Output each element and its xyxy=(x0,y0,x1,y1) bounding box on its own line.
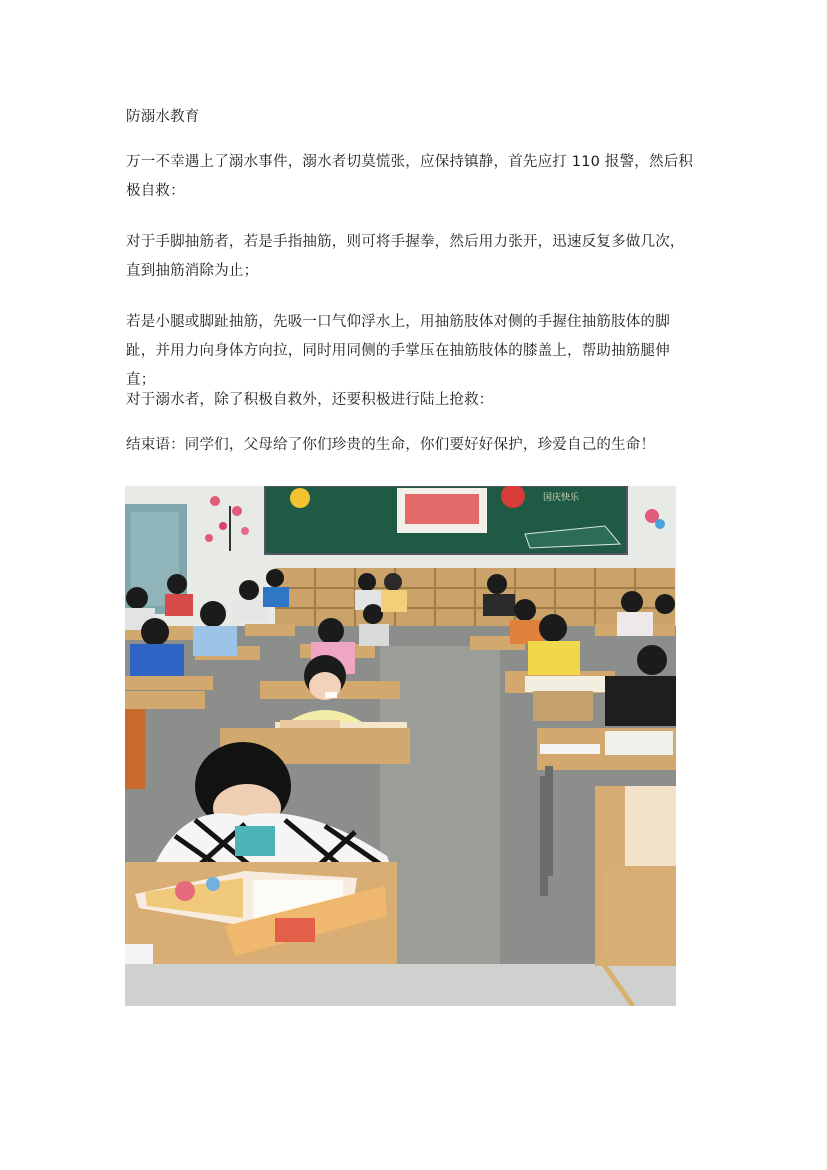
document-title: 防溺水教育 xyxy=(126,109,200,125)
paragraph-intro: 万一不幸遇上了溺水事件，溺水者切莫慌张，应保持镇静，首先应打 110 报警，然后积极自救： xyxy=(126,154,694,199)
paragraph-rescue: 对于溺水者，除了积极自救外，还要积极进行陆上抢救： xyxy=(126,392,494,408)
paragraph-finger-cramp: 对于手脚抽筋者，若是手指抽筋，则可将手握拳，然后用力张开，迅速反复多做几次，直到抽筋消除为止； xyxy=(126,234,685,279)
paragraph-conclusion: 结束语：同学们，父母给了你们珍贵的生命，你们要好好保护，珍爱自己的生命！ xyxy=(126,437,656,453)
paragraph-leg-cramp: 若是小腿或脚趾抽筋，先吸一口气仰浮水上，用抽筋肢体对侧的手握住抽筋肢体的脚趾，并用力向身体方向拉，同时用同侧的手掌压在抽筋肢体的膝盖上，帮助抽筋腿伸直； xyxy=(126,314,670,388)
classroom-photo xyxy=(125,486,676,1006)
photo-blackboard-text: 国庆快乐 xyxy=(543,493,580,503)
